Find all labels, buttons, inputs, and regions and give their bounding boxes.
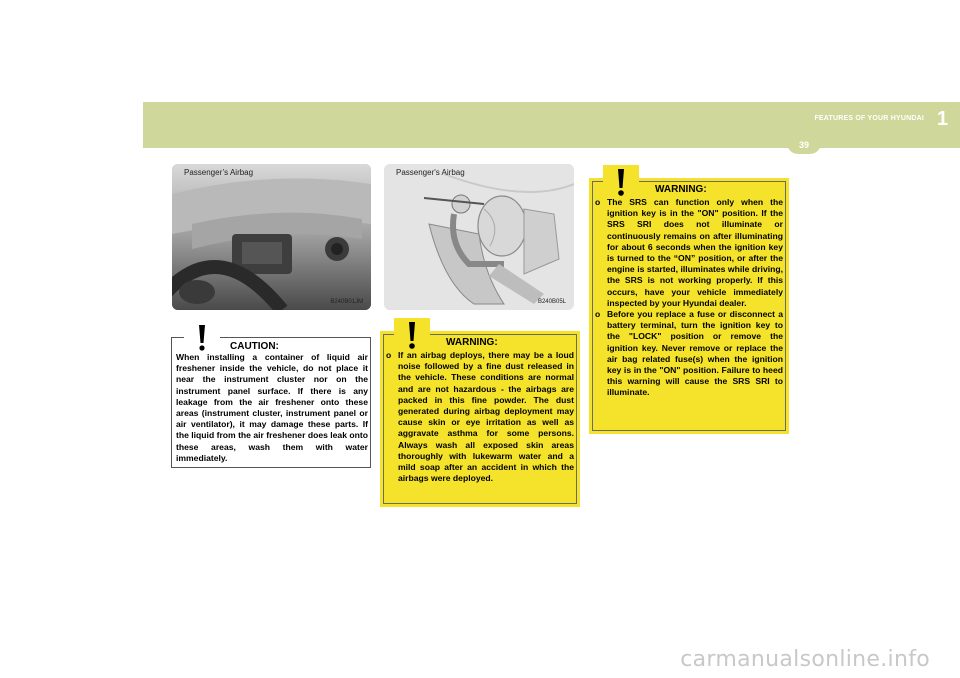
warning-exclamation-icon bbox=[603, 165, 639, 201]
warning-body bbox=[386, 350, 574, 484]
airbag-drawing bbox=[384, 164, 574, 310]
caution-box bbox=[171, 337, 371, 468]
warning-heading: WARNING: bbox=[446, 337, 498, 348]
bullet-text: The SRS can function only when the ignition key is in the "ON" position. If the SRS SRI does not illuminate or continuously remains on after illuminating for about 6 seconds when the ignition key is turned to the “ON” position, or after the engine is started, illuminates while driving, the SRS is not working properly. If this occurs, have your vehicle immediately inspected by your Hyundai dealer. bbox=[607, 197, 783, 308]
bullet-text: If an airbag deploys, there may be a loud noise followed by a fine dust released in the vehicle. These conditions are normal and are not hazardous - the airbags are packed in this fine powder. The dust generated during airbag deployment may cause skin or eye irritation as well as aggravate asthma for some persons. Always wash all exposed skin areas thoroughly with lukewarm water and a mild soap after an accident in which the airbags were deployed. bbox=[398, 350, 574, 484]
caution-exclamation-icon bbox=[184, 320, 220, 356]
chapter-number: 1 bbox=[936, 108, 948, 130]
warning-bullet bbox=[595, 309, 783, 399]
warning-box-right bbox=[589, 178, 789, 434]
warning-bullet bbox=[595, 197, 783, 309]
airbag-illustration bbox=[384, 164, 574, 310]
dashboard-illustration bbox=[172, 164, 371, 310]
photo-label: Passenger's Airbag bbox=[396, 168, 465, 177]
page-number: 39 bbox=[798, 140, 809, 150]
photo-code: B240B01JM bbox=[330, 299, 363, 305]
bullet-mark: o bbox=[595, 197, 601, 207]
caution-heading: CAUTION: bbox=[230, 341, 279, 352]
warning-body bbox=[595, 197, 783, 399]
header-band bbox=[143, 102, 960, 148]
section-title: FEATURES OF YOUR HYUNDAI bbox=[814, 115, 924, 122]
warning-heading: WARNING: bbox=[655, 184, 707, 195]
warning-exclamation-icon bbox=[394, 318, 430, 354]
warning-box-middle bbox=[380, 331, 580, 507]
warning-bullet bbox=[386, 350, 574, 484]
caution-text: When installing a container of liquid air freshener inside the vehicle, do not place it near the instrument cluster nor on the instrument panel surface. If there is any leakage from the air freshener onto these areas (instrument cluster, instrument panel or air ventilator), it may damage these parts. If the liquid from the air freshener does leak onto these areas, wash them with water immediately. bbox=[176, 352, 368, 463]
dashboard-photo bbox=[172, 164, 371, 310]
page-number-tab bbox=[787, 132, 821, 154]
photo-code: B240B05L bbox=[537, 299, 566, 305]
bullet-mark: o bbox=[386, 350, 392, 360]
bullet-mark: o bbox=[595, 309, 601, 320]
bullet-text: Before you replace a fuse or disconnect a battery terminal, turn the ignition key to the "LOCK" position or remove the ignition key. Never remove or replace the air bag related fuse(s) when the ignition key is in the "ON" position. Failure to heed this warning will cause the SRS SRI to illuminate. bbox=[607, 309, 783, 398]
photo-label: Passenger’s Airbag bbox=[184, 168, 254, 177]
watermark: carmanualsonline.info bbox=[680, 647, 930, 672]
